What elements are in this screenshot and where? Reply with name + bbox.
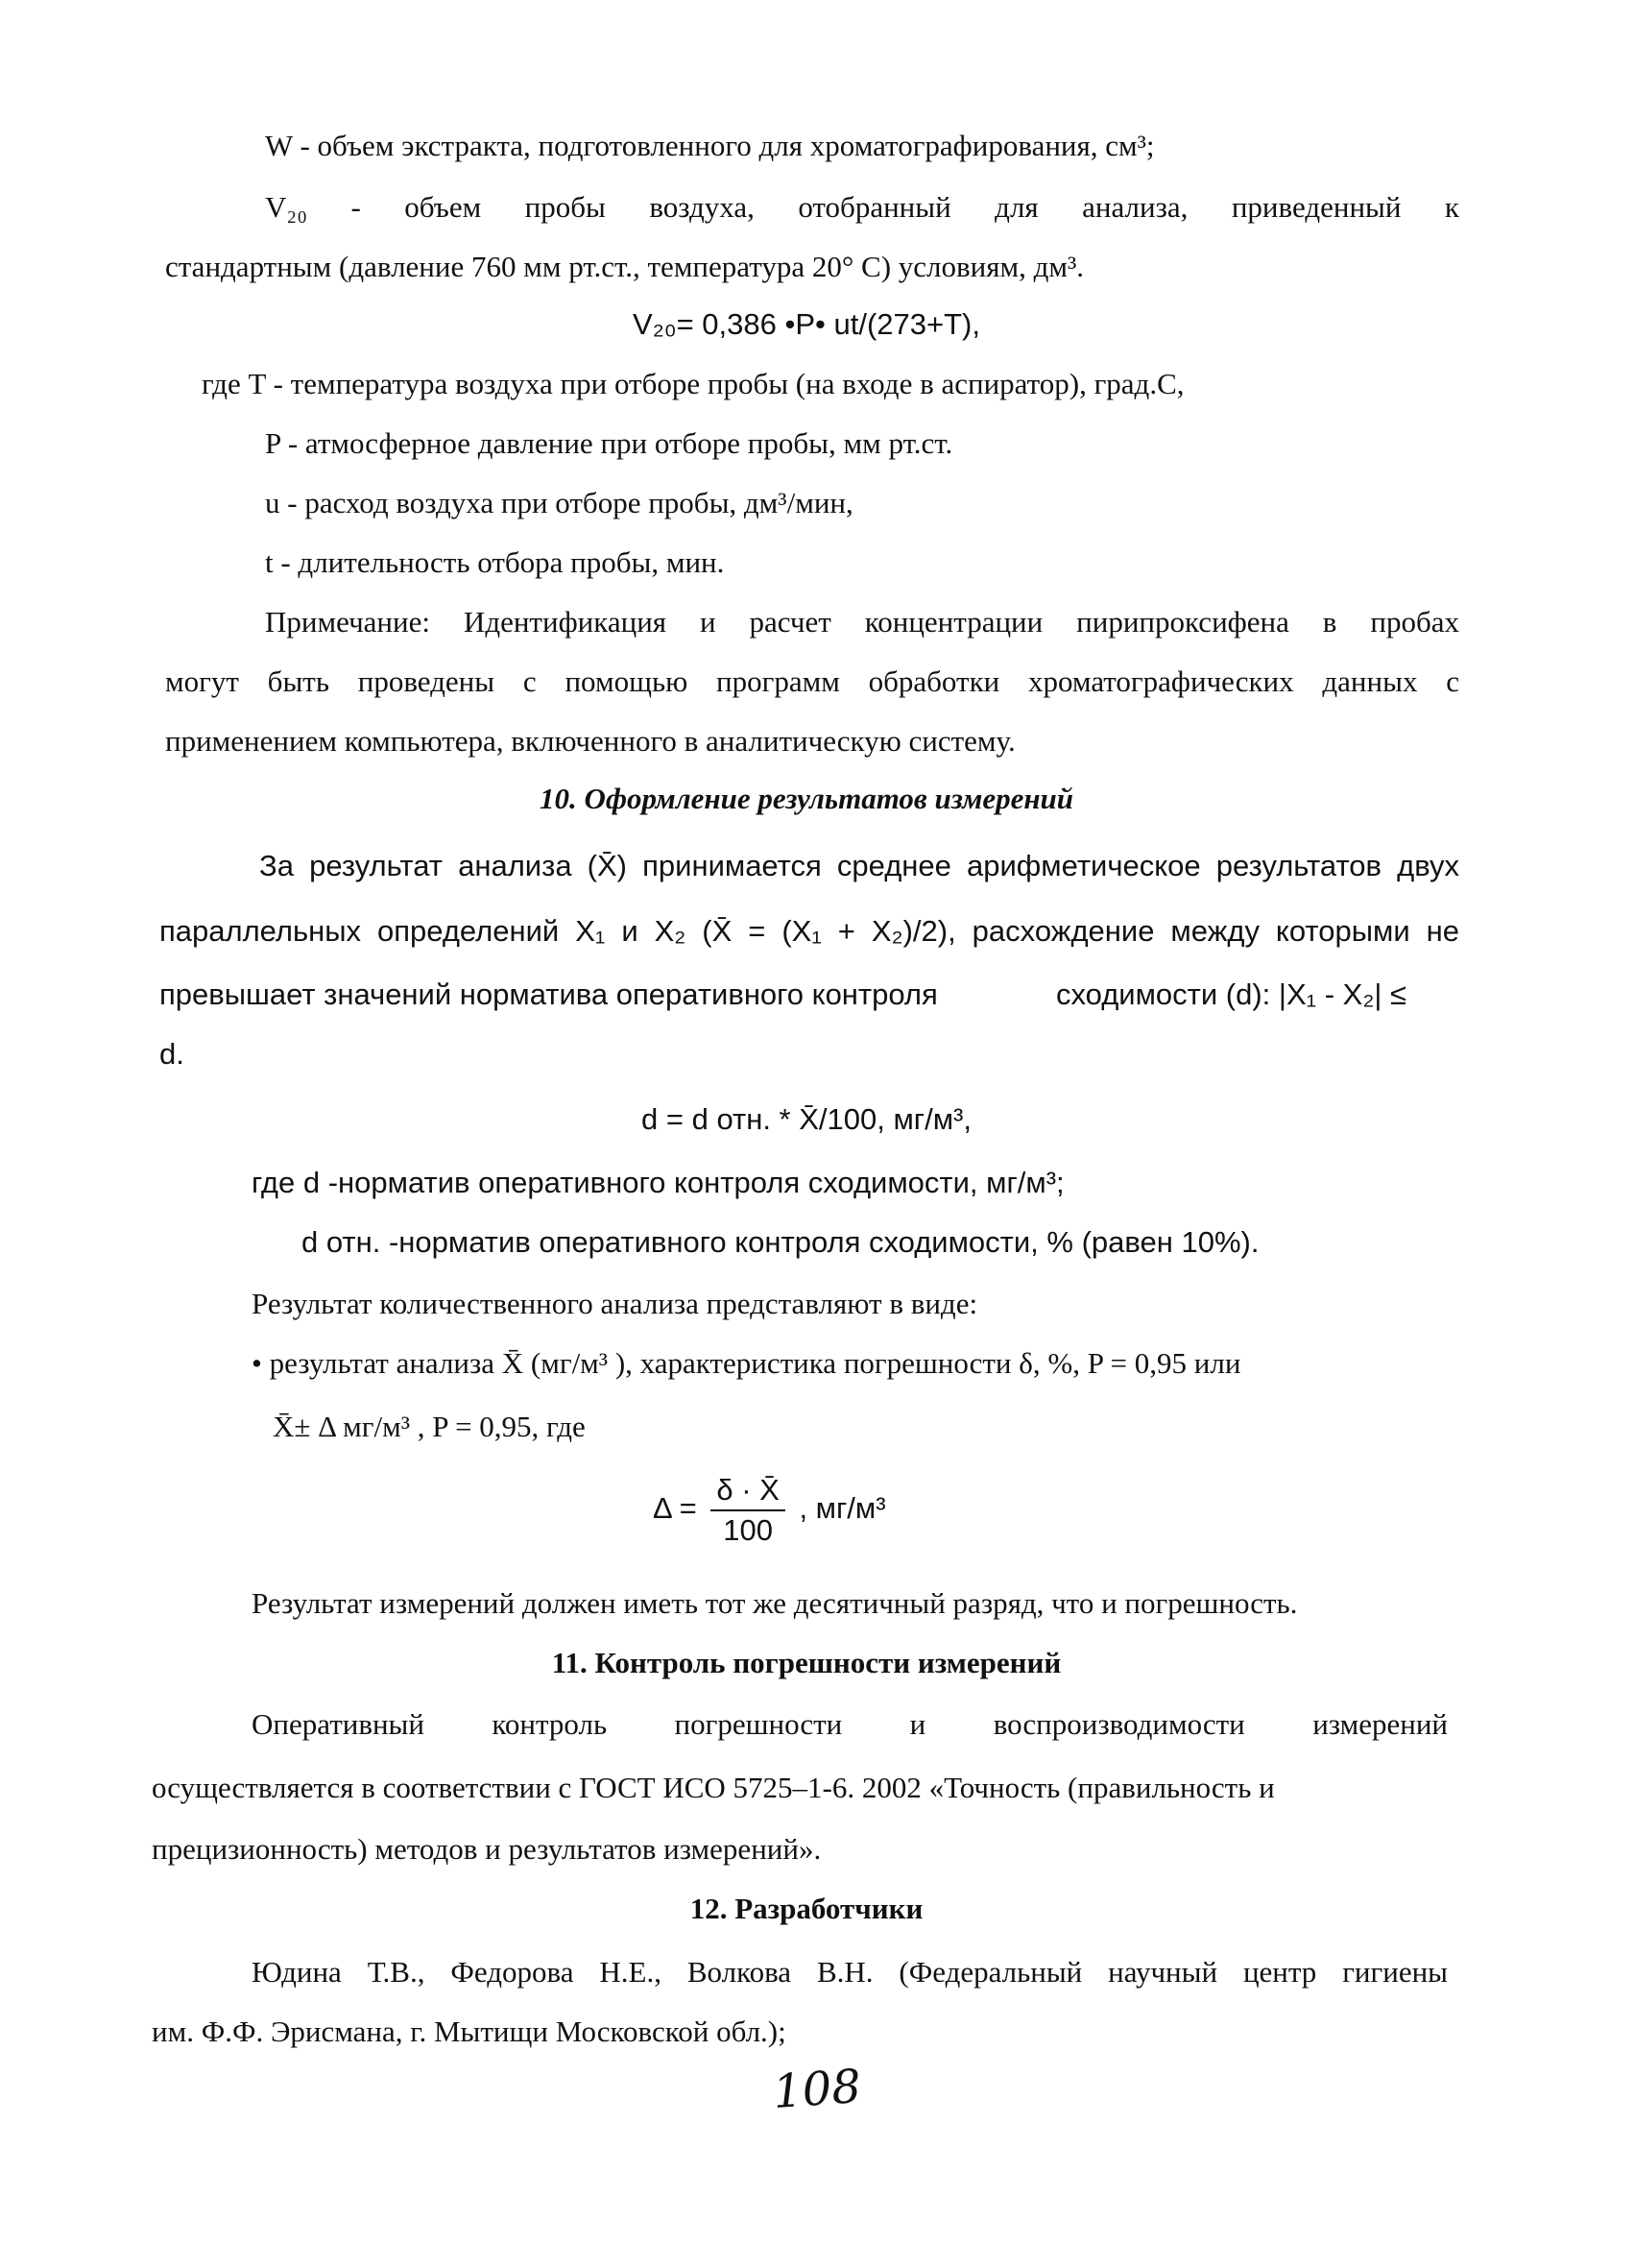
definition-time: t - длительность отбора пробы, мин. — [265, 545, 725, 579]
definition-d: где d -норматив оперативного контроля сходимости, мг/м³; — [252, 1166, 1065, 1199]
formula-delta-left: Δ = — [653, 1491, 697, 1526]
result-para-line-1: За результат анализа (X̄) принимается среднее арифметическое результатов двух — [259, 849, 1459, 882]
developers-line-1: Юдина Т.В., Федорова Н.Е., Волкова В.Н. (Федеральный научный центр гигиены — [252, 1955, 1448, 1989]
page-number: 108 — [771, 2059, 863, 2120]
definition-t: где T - температура воздуха при отборе пробы (на входе в аспиратор), град.С, — [202, 367, 1185, 400]
control-line-1: Оперативный контроль погрешности и воспроизводимости измерений — [252, 1707, 1448, 1741]
control-line-3: прецизионность) методов и результатов измерений». — [152, 1832, 822, 1866]
note-line-3: применением компьютера, включенного в аналитическую систему. — [165, 724, 1016, 758]
formula-delta — [653, 1471, 886, 1550]
definition-w: W - объем экстракта, подготовленного для хроматографирования, см³; — [265, 129, 1155, 162]
definition-p: P - атмосферное давление при отборе пробы, мм рт.ст. — [265, 426, 953, 460]
result-form-bullet: • результат анализа X̄ (мг/м³ ), характеристика погрешности δ, %, P = 0,95 или — [252, 1346, 1241, 1380]
result-form-alt: X̄± Δ мг/м³ , P = 0,95, где — [273, 1410, 586, 1443]
result-para-line-3a: превышает значений норматива оперативного контроля — [159, 977, 938, 1011]
note-line-1: Примечание: Идентификация и расчет концентрации пирипроксифена в пробах — [265, 605, 1459, 639]
formula-v20: V₂₀= 0,386 •P• ut/(273+T), — [633, 307, 980, 341]
definition-u: u - расход воздуха при отборе пробы, дм³/мин, — [265, 486, 853, 519]
result-para-line-4: d. — [159, 1037, 184, 1071]
result-para-line-2: параллельных определений X₁ и X₂ (X̄ = (X₁ + X₂)/2), расхождение между которыми не — [159, 914, 1459, 948]
note-line-2: могут быть проведены с помощью программ обработки хроматографических данных с — [165, 664, 1459, 698]
definition-d-rel: d отн. -норматив оперативного контроля сходимости, % (равен 10%). — [301, 1225, 1260, 1259]
precision-note: Результат измерений должен иметь тот же десятичный разряд, что и погрешность. — [252, 1586, 1298, 1620]
result-para-line-3b: сходимости (d): |X₁ - X₂| ≤ — [1056, 977, 1407, 1011]
section-12-heading: 12. Разработчики — [689, 1892, 924, 1925]
section-11-heading: 11. Контроль погрешности измерений — [551, 1646, 1062, 1679]
formula-delta-fraction — [710, 1471, 784, 1550]
definition-v20: V₂₀ - объем пробы воздуха, отобранный для анализа, приведенный к — [265, 190, 1459, 224]
result-form-intro: Результат количественного анализа представляют в виде: — [252, 1287, 978, 1320]
formula-d: d = d отн. * X̄/100, мг/м³, — [641, 1102, 972, 1136]
formula-delta-unit: , мг/м³ — [799, 1491, 886, 1526]
developers-line-2: им. Ф.Ф. Эрисмана, г. Мытищи Московской обл.); — [152, 2015, 786, 2048]
definition-v20-cont: стандартным (давление 760 мм рт.ст., температура 20° С) условиям, дм³. — [165, 250, 1085, 283]
section-10-heading: 10. Оформление результатов измерений — [539, 782, 1074, 815]
formula-delta-denominator: 100 — [723, 1513, 773, 1547]
control-line-2: осуществляется в соответствии с ГОСТ ИСО 5725–1-6. 2002 «Точность (правильность и — [152, 1771, 1275, 1804]
formula-delta-numerator: δ · X̄ — [710, 1471, 784, 1511]
